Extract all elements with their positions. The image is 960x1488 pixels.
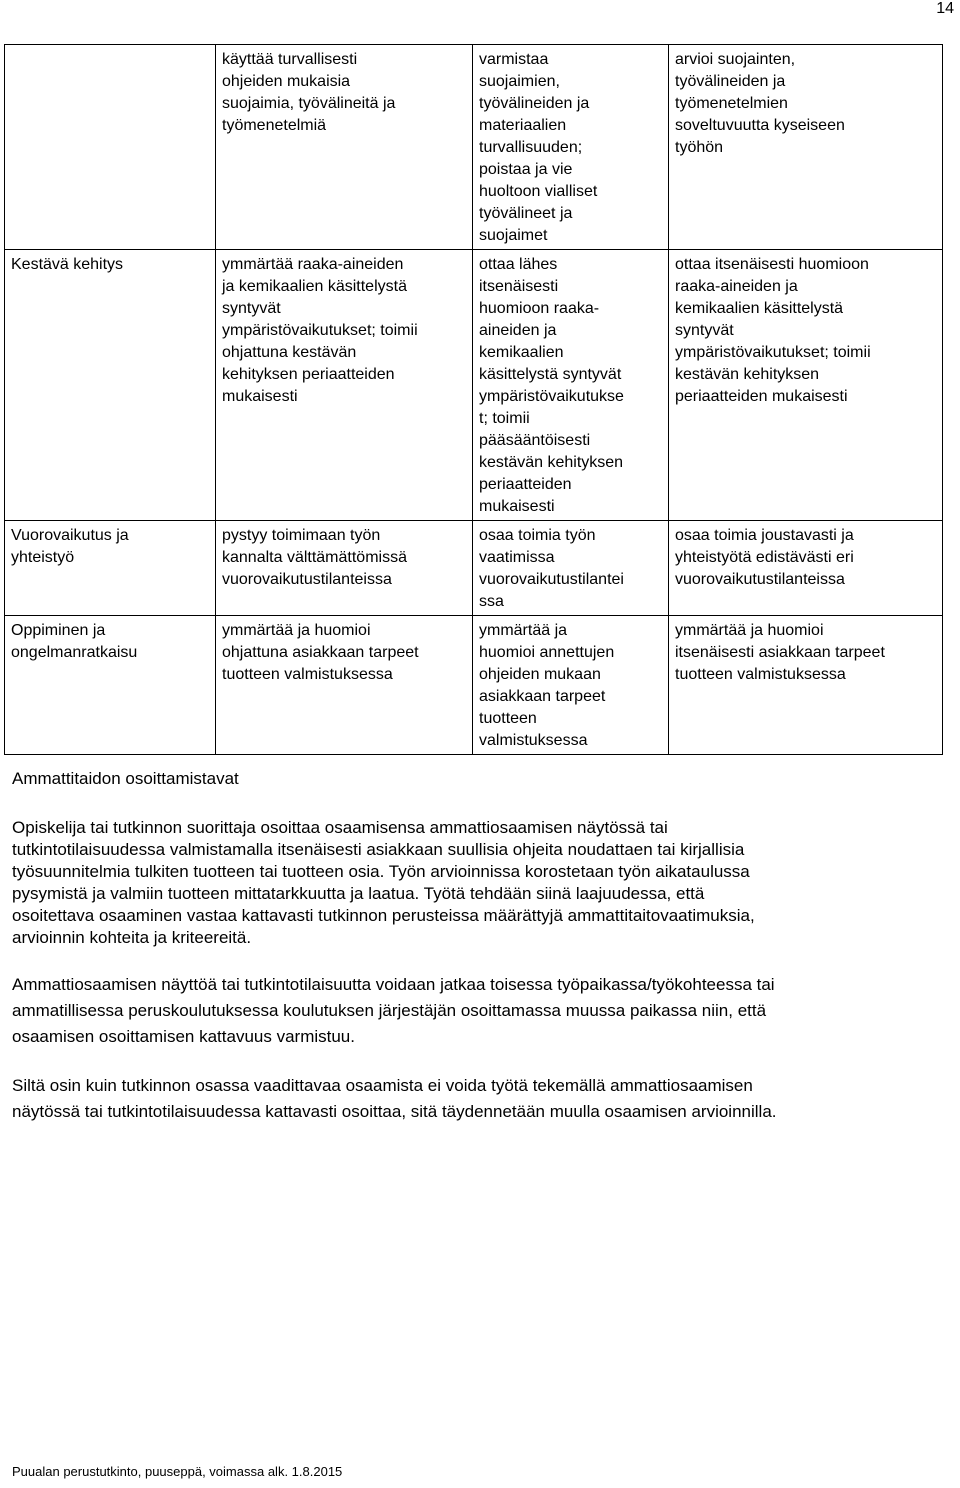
table-row: [5, 250, 943, 521]
excellent-cell: ottaa itsenäisesti huomioon raaka-aineiden ja kemikaalien käsittelystä syntyvät ympäristövaikutukset; toimii kestävän kehityksen periaatteiden mukaisesti: [669, 250, 943, 521]
table-row: [5, 616, 943, 755]
excellent-cell: osaa toimia joustavasti ja yhteistyötä edistävästi eri vuorovaikutustilanteissa: [669, 521, 943, 616]
topic-cell: Vuorovaikutus ja yhteistyö: [5, 521, 216, 616]
paragraph-continuation: Ammattiosaamisen näyttöä tai tutkintotilaisuutta voidaan jatkaa toisessa työpaikassa/työkohteessa tai ammatillisessa peruskoulutuksessa koulutuksen järjestäjän osoittamassa muussa paikassa niin, että osaamisen osoittamisen kattavuus varmistuu.: [12, 975, 775, 1046]
satisfactory-cell: käyttää turvallisesti ohjeiden mukaisia suojaimia, työvälineitä ja työmenetelmiä: [216, 45, 473, 250]
excellent-cell: ymmärtää ja huomioi itsenäisesti asiakkaan tarpeet tuotteen valmistuksessa: [669, 616, 943, 755]
satisfactory-cell: pystyy toimimaan työn kannalta välttämättömissä vuorovaikutustilanteissa: [216, 521, 473, 616]
satisfactory-cell: ymmärtää raaka-aineiden ja kemikaalien käsittelystä syntyvät ympäristövaikutukset; toimii ohjattuna kestävän kehityksen periaatteiden mukaisesti: [216, 250, 473, 521]
good-cell: ymmärtää ja huomioi annettujen ohjeiden mukaan asiakkaan tarpeet tuotteen valmistuksessa: [473, 616, 669, 755]
assessment-criteria-table: [4, 44, 943, 755]
page-number: 14: [936, 0, 954, 17]
good-cell: ottaa lähes itsenäisesti huomioon raaka- aineiden ja kemikaalien käsittelystä syntyvät ympäristövaikutukse t; toimii pääsääntöisesti kestävän kehityksen periaatteiden mukaisesti: [473, 250, 669, 521]
paragraph-supplementation: Siltä osin kuin tutkinnon osassa vaadittavaa osaamista ei voida työtä tekemällä ammattiosaamisen näytössä tai tutkintotilaisuudessa kattavasti osoittaa, sitä täydennetään muulla osaamisen arvioinnilla.: [12, 1076, 777, 1121]
satisfactory-cell: ymmärtää ja huomioi ohjattuna asiakkaan tarpeet tuotteen valmistuksessa: [216, 616, 473, 755]
table-row: [5, 45, 943, 250]
excellent-cell: arvioi suojainten, työvälineiden ja työmenetelmien soveltuvuutta kyseiseen työhön: [669, 45, 943, 250]
paragraph-demonstration: Opiskelija tai tutkinnon suorittaja osoittaa osaamisensa ammattiosaamisen näytössä tai tutkintotilaisuudessa valmistamalla itsenäisesti asiakkaan suullisia ohjeita noudattaen tai kirjallisia työsuunnitelmia tulkiten tuotteen tai tuotteen osia. Työn arvioinnissa korostetaan työn aikataulussa pysymistä ja valmiin tuotteen mittatarkkuutta ja laatua. Työtä tehdään siinä laajuudessa, että osoitettava osaaminen vastaa kattavasti tutkinnon perusteissa määrättyjä ammattitaitovaatimuksia, arvioinnin kohteita ja kriteereitä.: [12, 818, 755, 947]
good-cell: osaa toimia työn vaatimissa vuorovaikutustilantei ssa: [473, 521, 669, 616]
footer: Puualan perustutkinto, puuseppä, voimassa alk. 1.8.2015: [12, 1464, 343, 1479]
topic-cell: Oppiminen ja ongelmanratkaisu: [5, 616, 216, 755]
table-row: [5, 521, 943, 616]
good-cell: varmistaa suojaimien, työvälineiden ja materiaalien turvallisuuden; poistaa ja vie huoltoon vialliset työvälineet ja suojaimet: [473, 45, 669, 250]
topic-cell: [5, 45, 216, 250]
section-heading: Ammattitaidon osoittamistavat: [12, 769, 239, 788]
topic-cell: Kestävä kehitys: [5, 250, 216, 521]
